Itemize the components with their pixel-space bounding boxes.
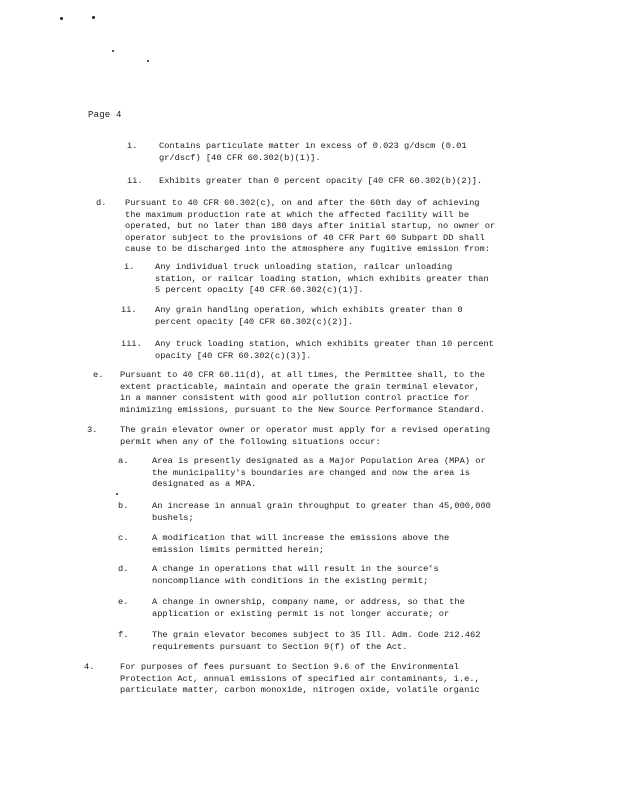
item-marker: iii. [121, 339, 142, 349]
item-text: For purposes of fees pursuant to Section 9.6 of the Environmental Protection Act, annual emissions of specified air contaminants, i.e., particulate matter, carbon monoxide, nitrogen oxide, volatile organic [120, 662, 480, 695]
item-text: A change in operations that will result in the source's noncompliance with conditions in the existing permit; [152, 564, 439, 586]
list-item [118, 564, 602, 588]
item-marker: i. [127, 141, 138, 151]
list-item [127, 176, 597, 188]
item-marker: c. [118, 533, 129, 543]
item-text: Pursuant to 40 CFR 60.11(d), at all times, the Permittee shall, to the extent practicable, maintain and operate the grain terminal elevator, in a manner consistent with good air pollution control practice for minimizing emissions, pursuant to the New Source Performance Standard. [120, 370, 485, 415]
item-marker: f. [118, 630, 129, 640]
item-marker: e. [93, 370, 104, 380]
scan-speck [112, 50, 114, 52]
item-text: Contains particulate matter in excess of 0.023 g/dscm (0.01 gr/dscf) [40 CFR 60.302(b)(1)]. [159, 141, 467, 163]
list-item [93, 370, 603, 416]
item-marker: i. [124, 262, 135, 272]
item-marker: d. [118, 564, 129, 574]
list-item [118, 630, 602, 654]
list-item [124, 262, 604, 298]
item-marker: a. [118, 456, 129, 466]
item-marker: b. [118, 501, 129, 511]
item-marker: 4. [84, 662, 95, 672]
item-text: Area is presently designated as a Major Population Area (MPA) or the municipality's boundaries are changed and now the area is designated as a MPA. [152, 456, 486, 489]
scan-speck [60, 17, 63, 20]
list-item [96, 198, 601, 256]
list-item [118, 533, 602, 557]
item-marker: e. [118, 597, 129, 607]
scan-speck [92, 16, 95, 19]
item-text: Any truck loading station, which exhibits greater than 10 percent opacity [40 CFR 60.302(c)(3)]. [155, 339, 494, 361]
item-marker: 3. [87, 425, 98, 435]
page-label: Page 4 [88, 110, 122, 120]
list-item [118, 501, 602, 525]
item-text: The grain elevator owner or operator must apply for a revised operating permit when any of the following situations occur: [120, 425, 491, 447]
item-marker: ii. [121, 305, 137, 315]
item-text: Any individual truck unloading station, railcar unloading station, or railcar loading station, which exhibits greater than 5 percent opacity [40 CFR 60.302(c)(1)]. [155, 262, 489, 295]
item-text: Any grain handling operation, which exhibits greater than 0 percent opacity [40 CFR 60.302(c)(2)]. [155, 305, 463, 327]
scan-speck [116, 493, 118, 495]
item-text: An increase in annual grain throughput to greater than 45,000,000 bushels; [152, 501, 491, 523]
list-item [121, 339, 606, 363]
item-marker: ii. [127, 176, 143, 186]
item-text: The grain elevator becomes subject to 35 Ill. Adm. Code 212.462 requirements pursuant to Section 9(f) of the Act. [152, 630, 481, 652]
list-item [118, 597, 602, 621]
list-item [121, 305, 606, 329]
item-text: Exhibits greater than 0 percent opacity [40 CFR 60.302(b)(2)]. [159, 176, 483, 186]
list-item [87, 425, 605, 449]
scan-speck [147, 60, 149, 62]
list-item [127, 141, 597, 165]
item-text: A modification that will increase the emissions above the emission limits permitted herein; [152, 533, 450, 555]
list-item [118, 456, 602, 492]
item-marker: d. [96, 198, 107, 208]
item-text: A change in ownership, company name, or address, so that the application or existing permit is not longer accurate; or [152, 597, 465, 619]
item-text: Pursuant to 40 CFR 60.302(c), on and after the 60th day of achieving the maximum production rate at which the affected facility will be operated, but no later than 180 days after initial startup, no owner or operator subject to the provisions of 40 CFR Part 60 Subpart DD shall cause to be discharged into the atmosphere any fugitive emission from: [125, 198, 496, 254]
list-item [84, 662, 604, 698]
